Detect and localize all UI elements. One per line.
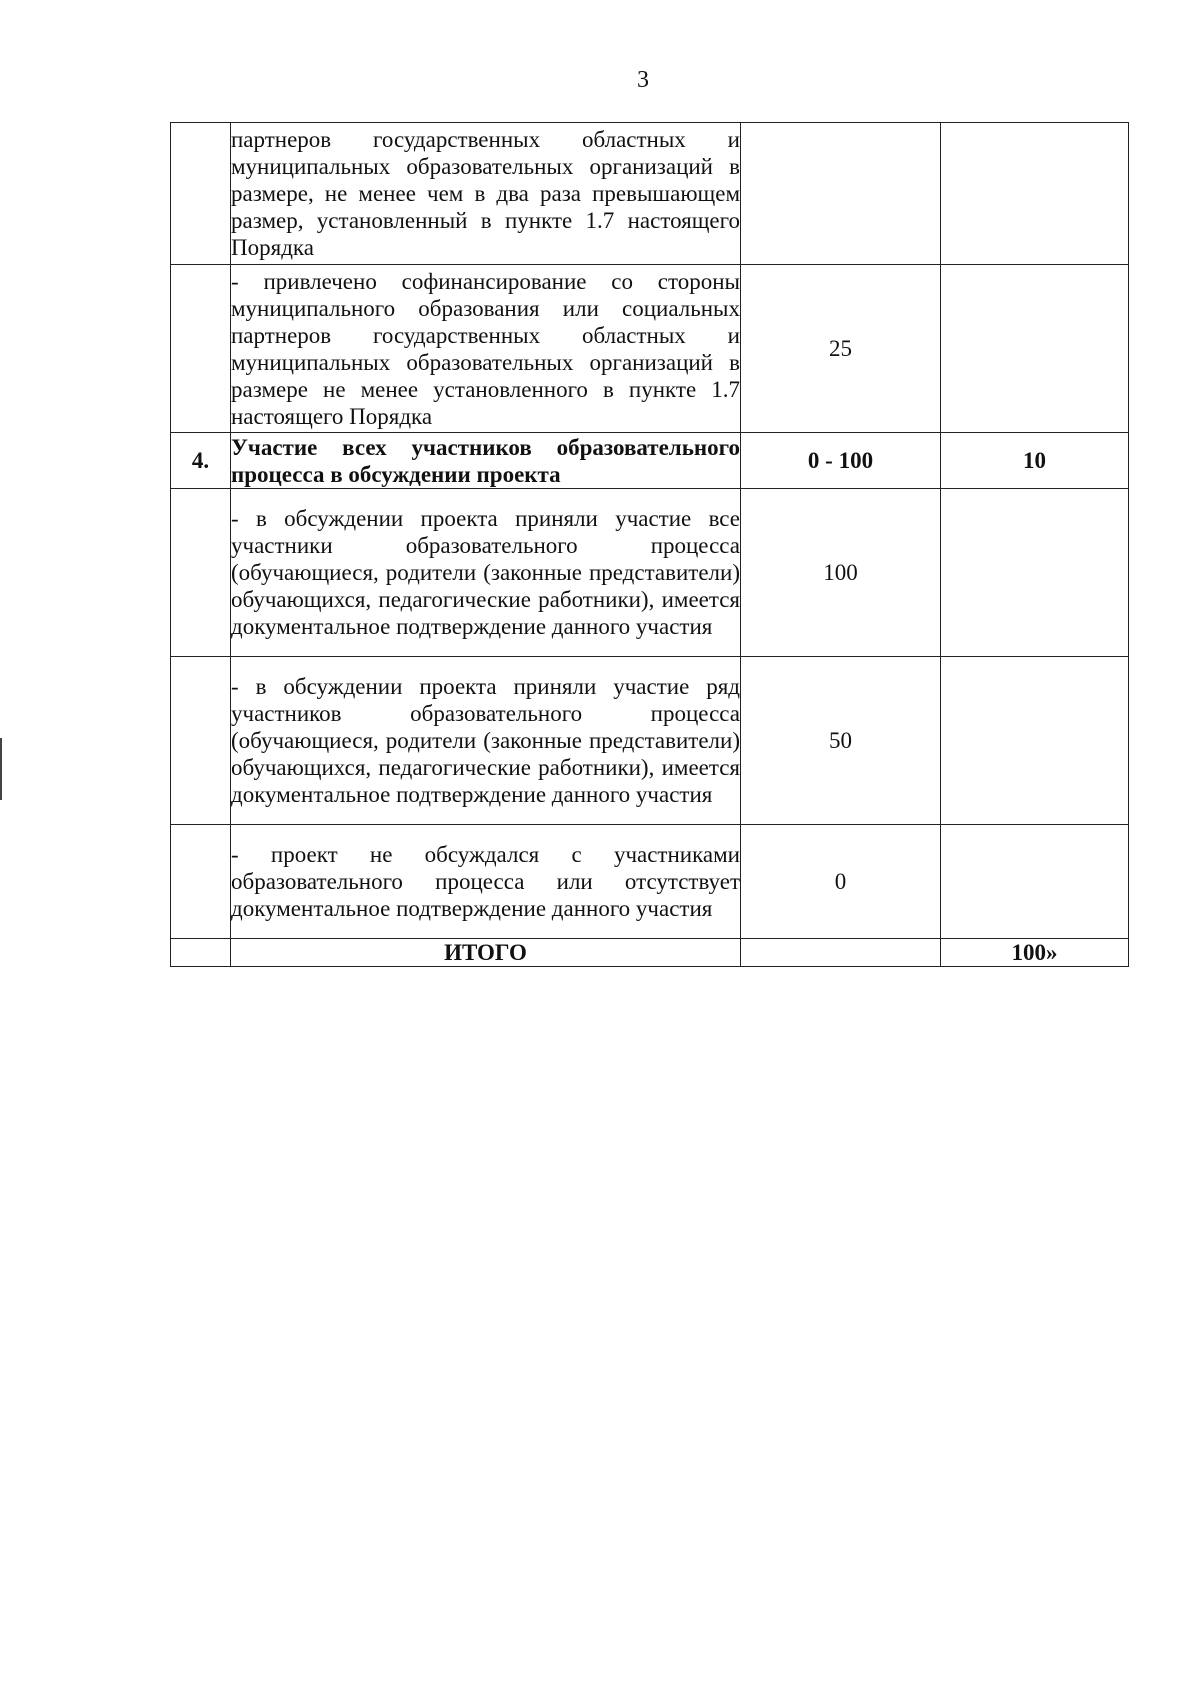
criterion-text: - привлечено софинансирование со стороны муниципального образования или социальных партнеров государственных областных и муниципальных образовательных организаций в размере не менее установленного в пункте 1.7 настоящего Порядка bbox=[231, 265, 741, 433]
score-range: 0 - 100 bbox=[741, 433, 941, 489]
criterion-title: Участие всех участников образовательного процесса в обсуждении проекта bbox=[231, 434, 740, 487]
criterion-text: - в обсуждении проекта приняли участие ряд участников образовательного процесса (обучающиеся, родители (законные представители) обучающихся, педагогические работники), имеется документальное подтверждение данного участия bbox=[231, 657, 741, 825]
score-range: 0 bbox=[741, 825, 941, 939]
criterion-weight bbox=[941, 825, 1129, 939]
criterion-text: - проект не обсуждался с участниками образовательного процесса или отсутствует документальное подтверждение данного участия bbox=[231, 825, 741, 939]
criterion-weight bbox=[941, 657, 1129, 825]
table-row bbox=[171, 657, 1129, 825]
table-row-criterion-4 bbox=[171, 433, 1129, 489]
criterion-text: партнеров государственных областных и муниципальных образовательных организаций в размере, не менее чем в два раза превышающем размер, установленный в пункте 1.7 настоящего Порядка bbox=[231, 123, 741, 265]
criterion-weight: 10 bbox=[941, 433, 1129, 489]
score-range: 100 bbox=[741, 489, 941, 657]
table-row bbox=[171, 825, 1129, 939]
criteria-table bbox=[170, 122, 1129, 967]
total-range-cell bbox=[741, 939, 941, 967]
table-row bbox=[171, 489, 1129, 657]
row-number bbox=[171, 825, 231, 939]
criterion-text: - в обсуждении проекта приняли участие все участники образовательного процесса (обучающиеся, родители (законные представители) обучающихся, педагогические работники), имеется документальное подтверждение данного участия bbox=[231, 489, 741, 657]
row-number: 4. bbox=[171, 433, 231, 489]
total-row bbox=[171, 939, 1129, 967]
row-number bbox=[171, 265, 231, 433]
table-row bbox=[171, 123, 1129, 265]
total-number-cell bbox=[171, 939, 231, 967]
score-range: 50 bbox=[741, 657, 941, 825]
criterion-weight bbox=[941, 265, 1129, 433]
scan-edge-mark bbox=[0, 738, 2, 800]
criterion-weight bbox=[941, 489, 1129, 657]
row-number bbox=[171, 123, 231, 265]
total-label: ИТОГО bbox=[231, 939, 741, 967]
row-number bbox=[171, 657, 231, 825]
total-weight: 100» bbox=[941, 939, 1129, 967]
row-number bbox=[171, 489, 231, 657]
score-range: 25 bbox=[741, 265, 941, 433]
criterion-weight bbox=[941, 123, 1129, 265]
table-row bbox=[171, 265, 1129, 433]
page-number: 3 bbox=[637, 67, 649, 93]
score-range bbox=[741, 123, 941, 265]
